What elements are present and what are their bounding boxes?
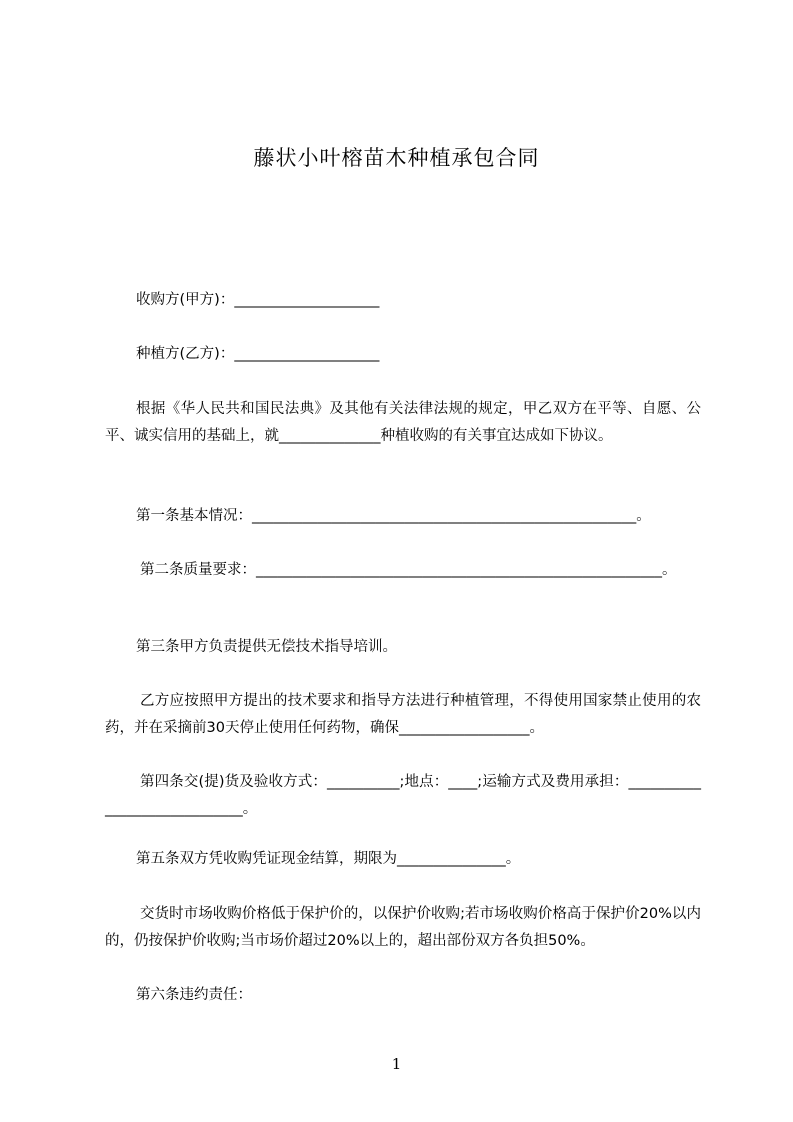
preamble-paragraph: 根据《华人民共和国民法典》及其他有关法律法规的规定，甲乙双方在平等、自愿、公平、诚实信用的基础上，就______________种植收购的有关事宜达成如下协议。 xyxy=(105,401,701,444)
article-3-detail: 乙方应按照甲方提出的技术要求和指导方法进行种植管理，不得使用国家禁止使用的农药，并在采摘前30天停止使用任何药物，确保__________________。 xyxy=(105,693,701,736)
article-5: 第五条双方凭收购凭证现金结算，期限为_______________。 xyxy=(136,851,521,867)
page-number: 1 xyxy=(391,1055,402,1073)
document-title: 藤状小叶榕苗木种植承包合同 xyxy=(253,146,540,170)
article-1: 第一条基本情况：_____________________________________________________。 xyxy=(136,508,651,524)
article-2: 第二条质量要求：________________________________________________________。 xyxy=(140,562,677,578)
article-4: 第四条交(提)货及验收方式：__________;地点：____;运输方式及费用承担：_____________________________。 xyxy=(105,774,701,817)
article-3: 第三条甲方负责提供无偿技术指导培训。 xyxy=(136,639,397,655)
party-b-line: 种植方(乙方)：____________________ xyxy=(136,346,380,362)
party-a-line: 收购方(甲方)：____________________ xyxy=(136,292,380,308)
article-5-detail: 交货时市场收购价格低于保护价的，以保护价收购;若市场收购价格高于保护价20%以内的，仍按保护价收购;当市场价超过20%以上的，超出部份双方各负担50%。 xyxy=(105,906,701,949)
article-6: 第六条违约责任： xyxy=(136,987,252,1003)
